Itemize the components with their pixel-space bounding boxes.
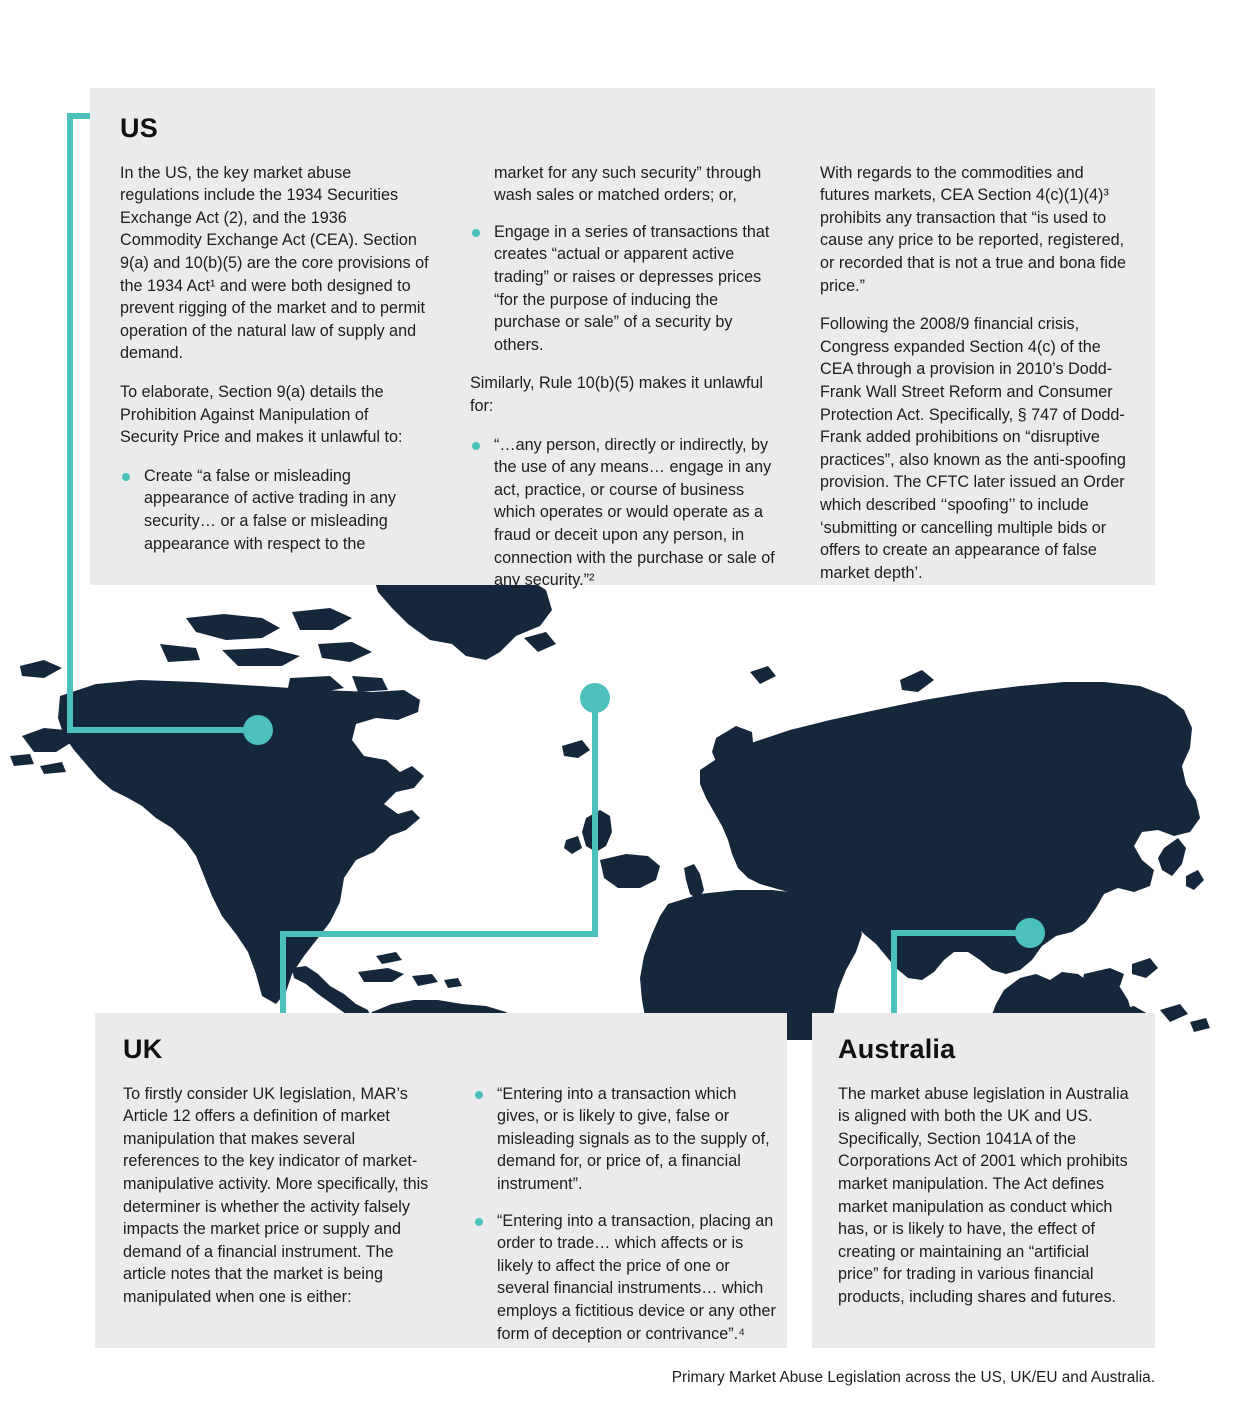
bullet-dot-icon: [475, 1218, 483, 1226]
uk-column-2: [473, 1083, 783, 1346]
list-item: [120, 465, 430, 555]
uk-panel-title: UK: [123, 1034, 163, 1064]
us-bullet-2-text: Engage in a series of transactions that creates “actual or apparent active trading” or raises or depresses prices “for the purpose of inducing the purchase or sale” of a security by others.: [494, 222, 770, 354]
us-bullet-list-1: [120, 465, 430, 555]
us-paragraph-4: With regards to the commodities and futures markets, CEA Section 4(c)(1)(4)³ prohibits any transaction that “is used to cause any price to be reported, registered, or recorded that is not a true and bona fide price.”: [820, 163, 1126, 295]
uk-bullet-1-text: “Entering into a transaction which gives, or is likely to give, false or misleading signals as to the supply of, demand for, or price of, a financial instrument”.: [497, 1084, 770, 1194]
list-item: [470, 434, 780, 592]
us-paragraph-2: To elaborate, Section 9(a) details the Prohibition Against Manipulation of Security Price and makes it unlawful to:: [120, 383, 403, 447]
us-panel-title: US: [120, 113, 158, 143]
bullet-dot-icon: [472, 442, 480, 450]
uk-bullet-2-text: “Entering into a transaction, placing an order to trade… which affects or is likely to affect the price of one or several financial instruments… which employs a fictitious device or any other form of deception or contrivance”.⁴: [497, 1211, 776, 1343]
uk-column-1: [123, 1083, 433, 1309]
australia-paragraph-1: The market abuse legislation in Australia is aligned with both the UK and US. Specifically, Section 1041A of the Corporations Act of 2001 which prohibits market manipulation. The Act defines market manipulation as conduct which has, or is likely to have, the effect of creating or maintaining an “artificial price” for trading in various financial products, including shares and futures.: [838, 1084, 1129, 1307]
us-bullet-1-text: Create “a false or misleading appearance of active trading in any security… or a false or misleading appearance with respect to the: [144, 466, 396, 553]
us-column-3: [820, 162, 1130, 585]
list-item: [473, 1210, 783, 1346]
uk-columns: [123, 1083, 776, 1346]
us-column-1: [120, 162, 430, 556]
us-bullet-1-continuation: market for any such security” through wash sales or matched orders; or,: [494, 163, 762, 205]
list-item: [470, 221, 780, 357]
us-bullet-list-2: [470, 221, 780, 357]
australia-panel-title: Australia: [838, 1034, 956, 1064]
bullet-dot-icon: [122, 473, 130, 481]
us-bullet-3-text: “…any person, directly or indirectly, by the use of any means… engage in any act, practice, or course of business which operates or would operate as a fraud or deceit upon any person, in connection with the purchase or sale of any security.”²: [494, 435, 775, 590]
us-column-2: [470, 162, 780, 592]
list-item: [473, 1083, 783, 1196]
uk-info-panel: [95, 1013, 787, 1348]
australia-info-panel: [812, 1013, 1155, 1348]
us-columns: [120, 162, 1125, 592]
us-paragraph-1: In the US, the key market abuse regulations include the 1934 Securities Exchange Act (2), and the 1936 Commodity Exchange Act (CEA). Section 9(a) and 10(b)(5) are the core provisions of the 1934 Act¹ and were both designed to prevent rigging of the market and to permit operation of the natural law of supply and demand.: [120, 163, 429, 363]
world-map: [0, 560, 1240, 1040]
us-info-panel: [90, 88, 1155, 590]
uk-bullet-list: [473, 1083, 783, 1346]
us-bullet-list-3: [470, 434, 780, 592]
us-paragraph-5: Following the 2008/9 financial crisis, Congress expanded Section 4(c) of the CEA through a provision in 2010’s Dodd-Frank Wall Street Reform and Consumer Protection Act. Specifically, § 747 of Dodd-Frank added prohibitions on “disruptive practices”, also known as the anti-spoofing provision. The CFTC later issued an Order which described ‘‘spoofing’’ to include ‘submitting or cancelling multiple bids or offers to create an appearance of false market depth’.: [820, 315, 1126, 582]
bullet-dot-icon: [475, 1091, 483, 1099]
map-landmass-group: [10, 562, 1228, 1040]
us-paragraph-3: Similarly, Rule 10(b)(5) makes it unlawful for:: [470, 374, 763, 416]
bullet-dot-icon: [472, 229, 480, 237]
figure-caption: Primary Market Abuse Legislation across the US, UK/EU and Australia.: [671, 1369, 1155, 1386]
uk-paragraph-1: To firstly consider UK legislation, MAR’s Article 12 offers a definition of market manipulation that makes several references to the key indicator of market-manipulative activity. More specifically, this determiner is whether the activity falsely impacts the market price or supply and demand of a financial instrument. The article notes that the market is being manipulated when one is either:: [123, 1084, 429, 1307]
